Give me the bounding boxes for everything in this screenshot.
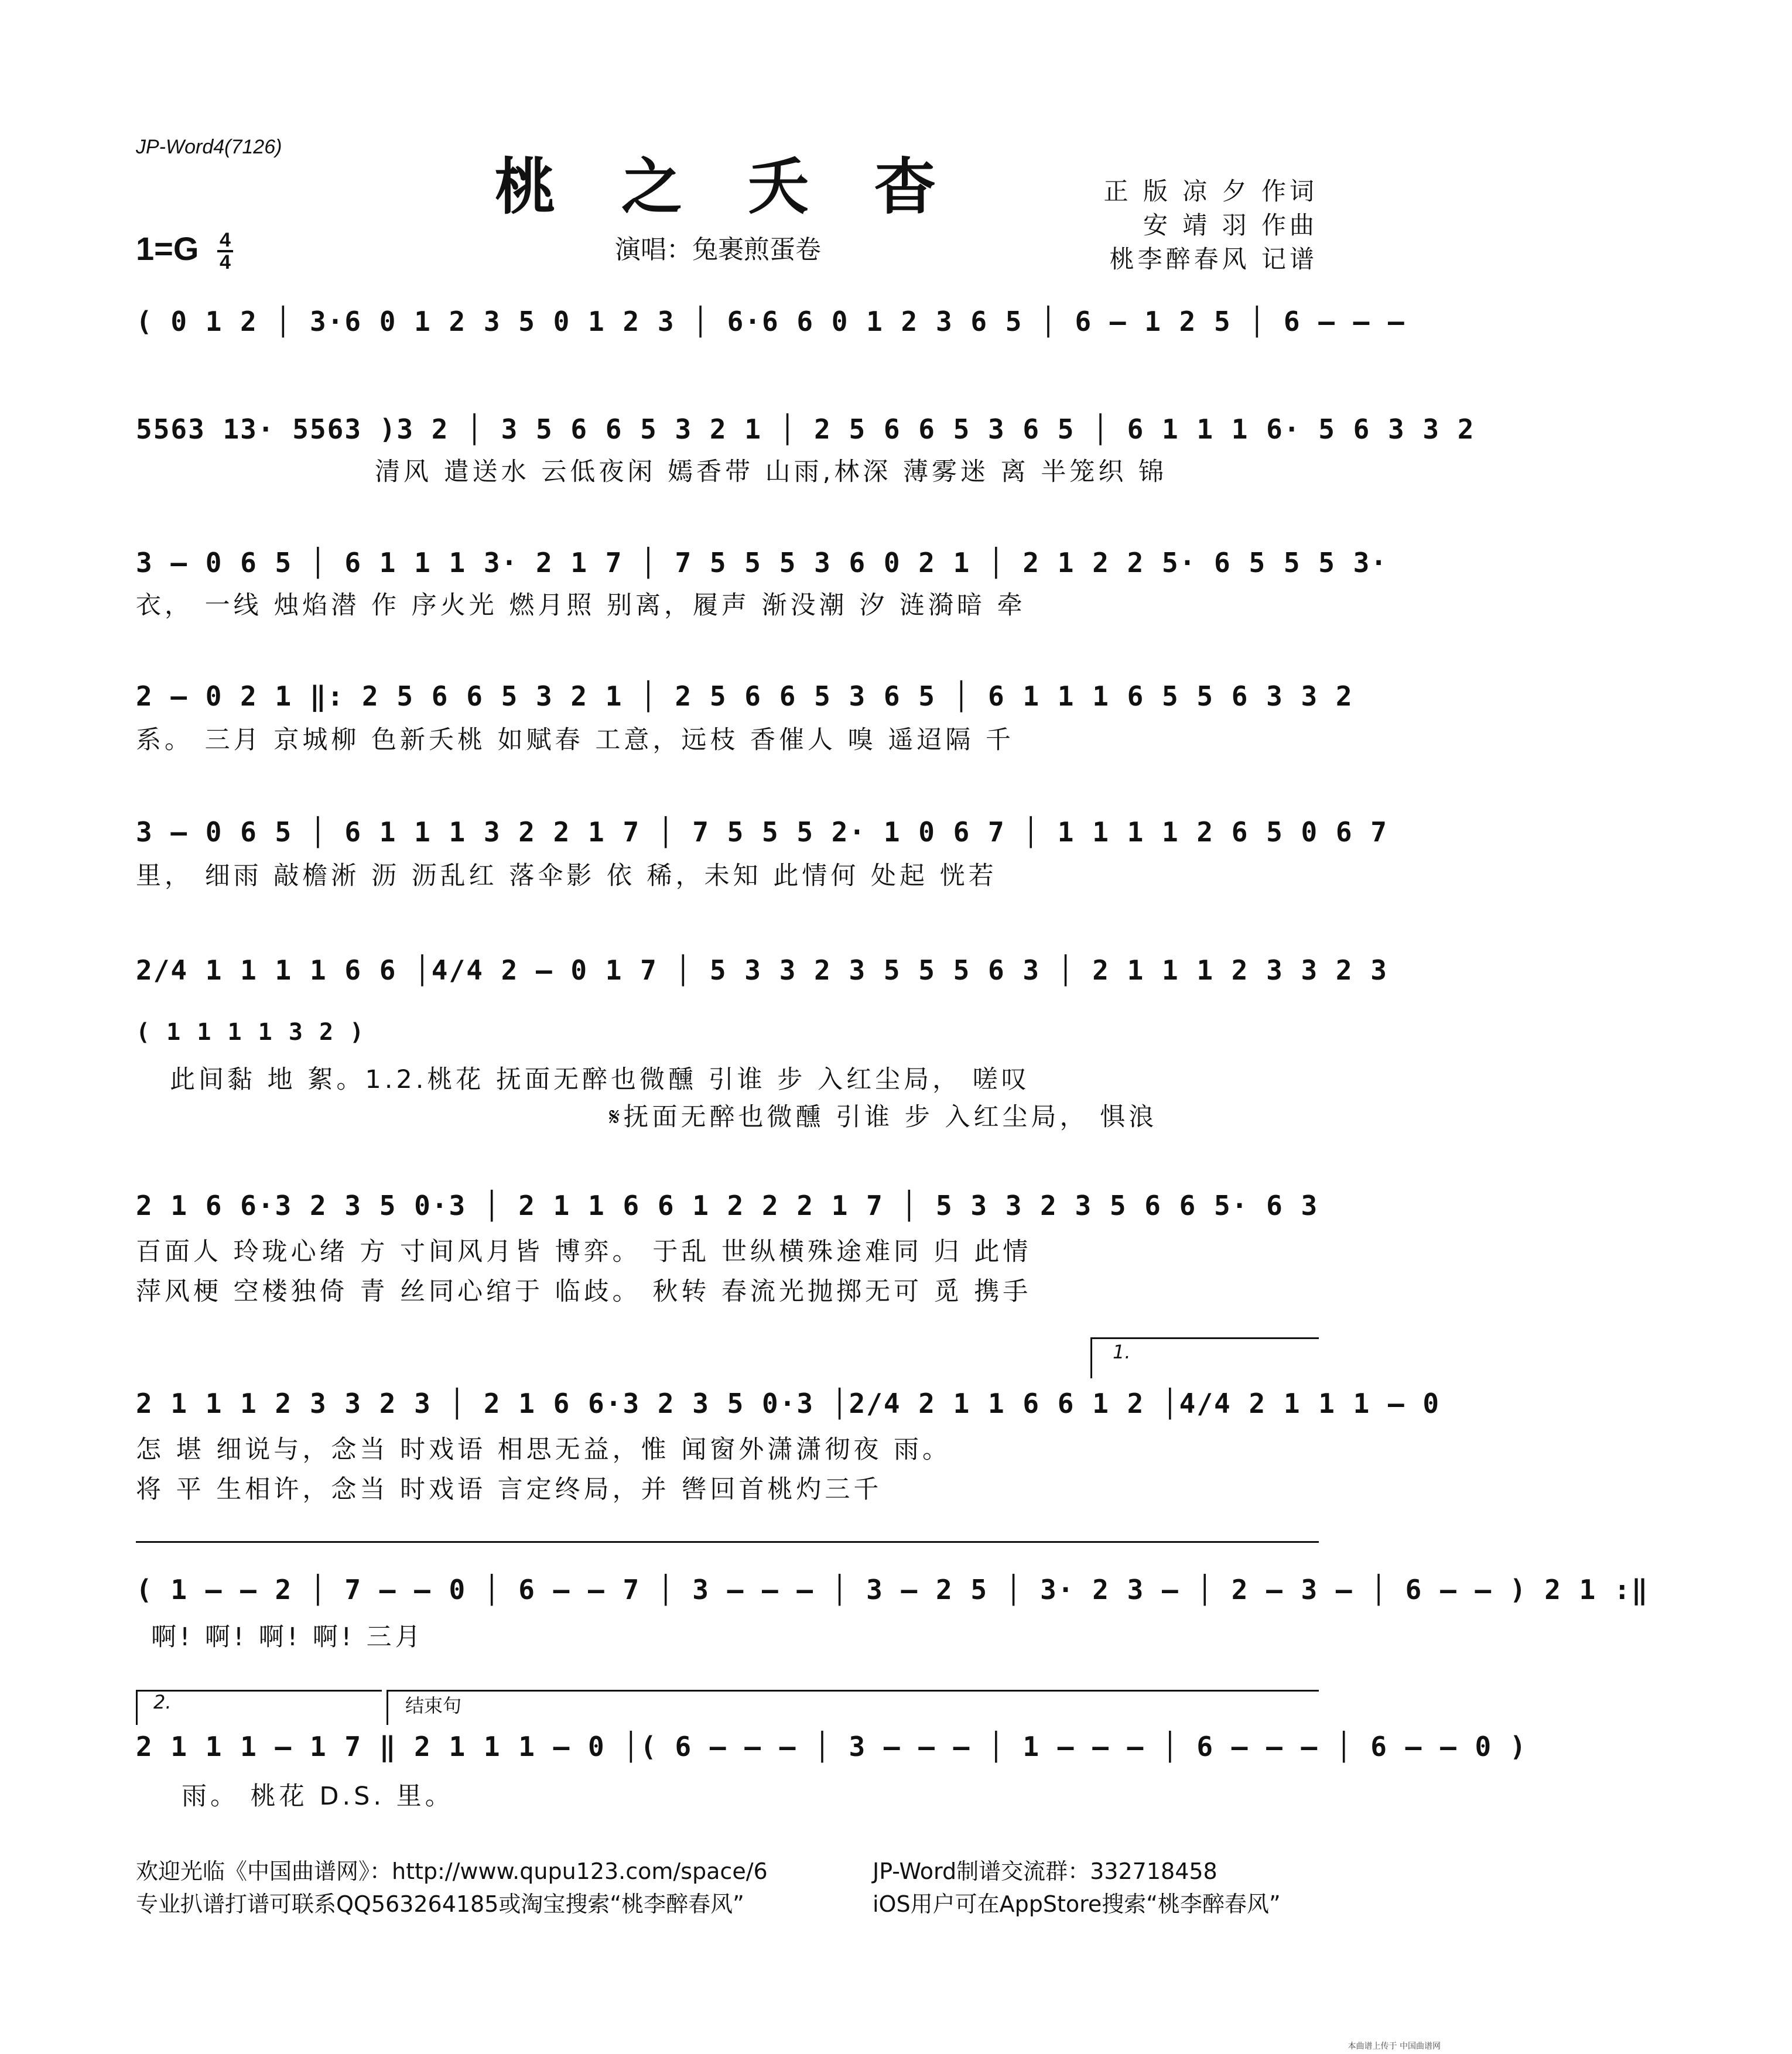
time-signature-numerator: 4: [217, 230, 233, 252]
music-line-2: 5563 13· 5563 )3 2 │ 3 5 6 6 5 3 2 1 │ 2 5 6 6 5 3 6 5 │ 6 1 1 1 6· 5 6 3 3 2: [136, 413, 1475, 445]
lyricist-credit: 正 版 凉 夕 作词: [1103, 177, 1318, 206]
music-line-8: 2 1 1 1 2 3 3 2 3 │ 2 1 6 6·3 2 3 5 0·3 │2/4 2 1 1 6 6 1 2 │4/4 2 1 1 1 – 0: [136, 1388, 1441, 1419]
music-line-6: 2/4 1 1 1 1 6 6 │4/4 2 – 0 1 7 │ 5 3 3 2 3 5 5 5 6 3 │ 2 1 1 1 2 3 3 2 3: [136, 954, 1388, 986]
lyric-line-8a: 怎 堪 细说与，念当 时戏语 相思无益，惟 闻窗外潇潇彻夜 雨。: [136, 1435, 952, 1464]
transcriber-credit: 桃李醉春风 记谱: [1109, 245, 1318, 273]
lyric-line-4: 系。 三月 京城柳 色新夭桃 如赋春 工意，远枝 香催人 嗅 遥迢隔 千: [136, 725, 1015, 755]
time-signature-denominator: 4: [219, 251, 231, 274]
software-tag: JP-Word4(7126): [136, 136, 282, 158]
key-label: 1=G: [136, 230, 199, 267]
coda-bracket: [387, 1690, 1319, 1692]
composer-credit: 安 靖 羽 作曲: [1143, 211, 1318, 239]
volta-1-bracket-left: [1090, 1337, 1092, 1378]
key-signature: [136, 230, 233, 272]
coda-label: 结束句: [405, 1694, 462, 1717]
coda-bracket-left: [387, 1690, 388, 1725]
system-9-top-rule: [136, 1541, 1319, 1543]
lyric-line-2: 清风 遣送水 云低夜闲 嫣香带 山雨,林深 薄雾迷 离 半笼织 锦: [375, 457, 1168, 487]
footer-site-line: 欢迎光临《中国曲谱网》：http://www.qupu123.com/space/6: [136, 1858, 768, 1884]
music-line-3: 3 – 0 6 5 │ 6 1 1 1 3· 2 1 7 │ 7 5 5 5 3 6 0 2 1 │ 2 1 2 2 5· 6 5 5 5 3·: [136, 547, 1388, 578]
volta-1-label: 1.: [1113, 1341, 1131, 1363]
volta-2-label: 2.: [153, 1691, 172, 1713]
lyric-line-7b: 萍风梗 空楼独倚 青 丝同心绾于 临歧。 秋转 春流光抛掷无可 觅 携手: [136, 1277, 1032, 1306]
lyric-line-6b: 𝄋抚面无醉也微醺 引谁 步 入红尘局， 惧浪: [609, 1103, 1158, 1132]
lyric-line-7a: 百面人 玲珑心绪 方 寸间风月皆 博弈。 于乱 世纵横殊途难同 归 此情: [136, 1237, 1032, 1266]
volta-1-bracket: [1090, 1337, 1319, 1339]
song-title: 桃 之 夭 杳: [494, 150, 958, 222]
lyric-line-3: 衣， 一线 烛焰潜 作 序火光 燃月照 别离，履声 渐没潮 汐 涟漪暗 牵: [136, 591, 1026, 620]
lyric-line-10: 雨。 桃花 D.S. 里。: [182, 1782, 454, 1811]
footer-group-line: JP-Word制谱交流群：332718458: [873, 1858, 1218, 1884]
footer-left: [136, 1855, 768, 1921]
footer-right: [873, 1855, 1281, 1921]
time-signature: [217, 230, 233, 272]
music-line-7: 2 1 6 6·3 2 3 5 0·3 │ 2 1 1 6 6 1 2 2 2 1 7 │ 5 3 3 2 3 5 6 6 5· 6 3: [136, 1190, 1319, 1221]
credits-block: [1104, 174, 1318, 276]
music-line-5: 3 – 0 6 5 │ 6 1 1 1 3 2 2 1 7 │ 7 5 5 5 2· 1 0 6 7 │ 1 1 1 1 2 6 5 0 6 7: [136, 816, 1388, 848]
footer-ios-line: iOS用户可在AppStore搜索“桃李醉春风”: [873, 1891, 1281, 1917]
lyric-line-5: 里， 细雨 敲檐淅 沥 沥乱红 落伞影 依 稀，未知 此情何 处起 恍若: [136, 861, 997, 891]
lyric-line-6a: 此间黏 地 絮。1.2.桃花 抚面无醉也微醺 引谁 步 入红尘局， 嗟叹: [170, 1065, 1030, 1094]
footer-contact-line: 专业扒谱打谱可联系QQ563264185或淘宝搜索“桃李醉春风”: [136, 1891, 744, 1917]
volta-2-bracket: [136, 1690, 382, 1692]
volta-2-bracket-left: [136, 1690, 138, 1725]
music-line-1: ( 0 1 2 │ 3·6 0 1 2 3 5 0 1 2 3 │ 6·6 6 0 1 2 3 6 5 │ 6 – 1 2 5 │ 6 – – –: [136, 306, 1405, 337]
watermark: 本曲谱上传于 中国曲谱网: [1348, 2042, 1441, 2051]
singer-credit: 演唱：兔裹煎蛋卷: [615, 235, 821, 265]
music-line-6-alternate: ( 1 1 1 1 3 2 ): [136, 1019, 365, 1046]
lyric-line-9: 啊! 啊! 啊! 啊! 三月: [151, 1622, 424, 1652]
lyric-line-8b: 将 平 生相许，念当 时戏语 言定终局，并 辔回首桃灼三千: [136, 1475, 883, 1504]
music-line-10: 2 1 1 1 – 1 7 ‖ 2 1 1 1 – 0 │( 6 – – – │ 3 – – – │ 1 – – – │ 6 – – – │ 6 – – 0 ): [136, 1731, 1527, 1762]
music-line-4: 2 – 0 2 1 ‖: 2 5 6 6 5 3 2 1 │ 2 5 6 6 5 3 6 5 │ 6 1 1 1 6 5 5 6 3 3 2: [136, 680, 1353, 712]
music-line-9: ( 1 – – 2 │ 7 – – 0 │ 6 – – 7 │ 3 – – – │ 3 – 2 5 │ 3· 2 3 – │ 2 – 3 – │ 6 – – ) 2 1 :‖: [136, 1574, 1649, 1605]
